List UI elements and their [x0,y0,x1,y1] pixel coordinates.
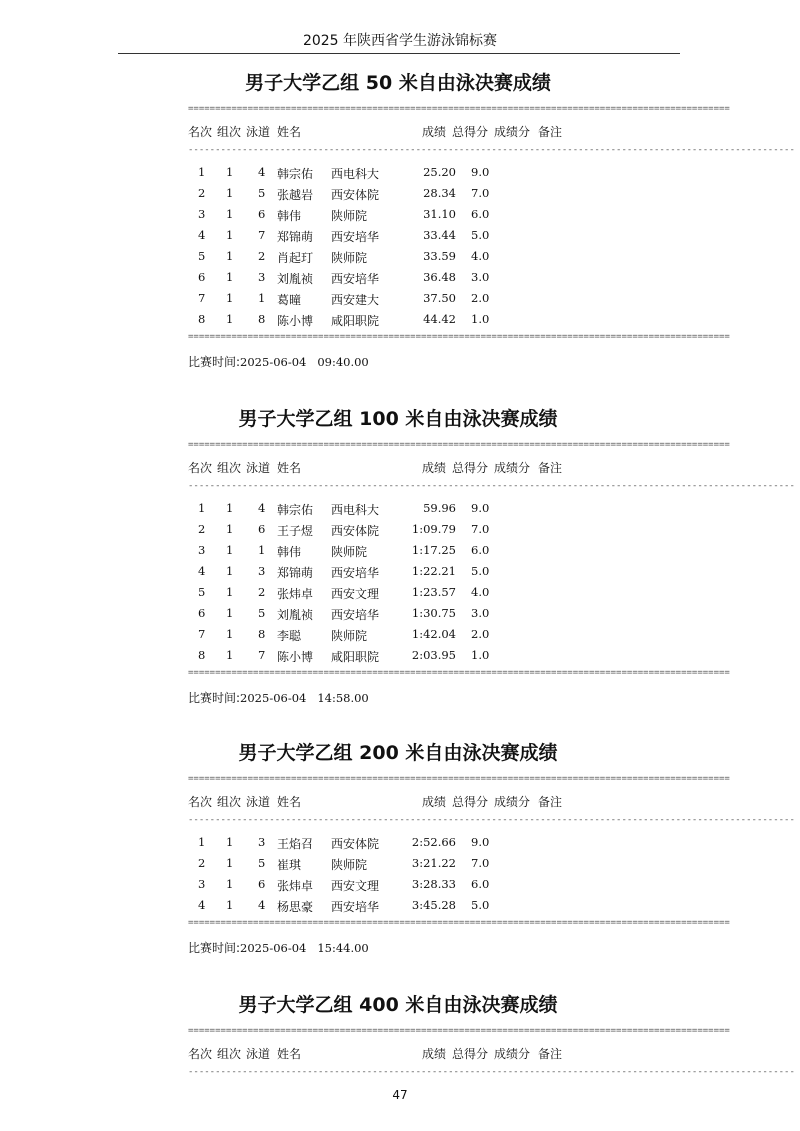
column-header-lane: 泳道 [246,125,271,139]
cell-group: 1 [226,501,234,515]
cell-time: 33.44 [423,228,456,242]
result-row [188,543,608,563]
cell-group: 1 [226,207,234,221]
result-row [188,835,608,855]
section-title: 男子大学乙组 50 米自由泳决赛成绩 [245,72,551,94]
cell-name: 韩伟 [277,545,302,559]
result-row [188,270,608,290]
column-header-rank: 名次 [188,795,213,809]
cell-unit: 陕师院 [331,858,368,872]
cell-group: 1 [226,186,234,200]
cell-lane: 8 [258,627,266,641]
cell-unit: 西安培华 [331,272,380,286]
column-header-points: 总得分 [452,125,489,139]
cell-time: 36.48 [423,270,456,284]
cell-name: 郑锦萌 [277,566,314,580]
cell-points: 5.0 [471,228,490,242]
cell-rank: 4 [198,564,206,578]
cell-lane: 6 [258,207,266,221]
cell-lane: 2 [258,585,266,599]
cell-lane: 5 [258,606,266,620]
page-header: 2025 年陕西省学生游泳锦标赛 [302,33,498,49]
cell-unit: 西安建大 [331,293,380,307]
result-row [188,856,608,876]
cell-name: 刘胤祯 [277,272,314,286]
cell-name: 王焰召 [277,837,314,851]
cell-unit: 西安培华 [331,230,380,244]
cell-lane: 7 [258,648,266,662]
cell-points: 4.0 [471,585,490,599]
cell-points: 9.0 [471,835,490,849]
cell-name: 韩伟 [277,209,302,223]
cell-group: 1 [226,522,234,536]
column-header-points: 总得分 [452,795,489,809]
cell-points: 6.0 [471,877,490,891]
cell-time: 2:03.95 [411,648,456,662]
cell-lane: 1 [258,291,266,305]
column-header-time: 成绩 [422,461,447,475]
cell-unit: 西安培华 [331,608,380,622]
cell-time: 2:52.66 [411,835,456,849]
cell-name: 郑锦萌 [277,230,314,244]
cell-rank: 2 [198,522,206,536]
double-rule: ==================================================================================================== [188,332,730,342]
double-rule: ==================================================================================================== [188,440,730,450]
cell-lane: 5 [258,856,266,870]
column-header-time: 成绩 [422,125,447,139]
cell-rank: 1 [198,165,206,179]
match-time [188,689,369,706]
cell-rank: 4 [198,898,206,912]
cell-lane: 5 [258,186,266,200]
result-row [188,312,608,332]
cell-time: 3:28.33 [411,877,456,891]
cell-unit: 陕师院 [331,209,368,223]
cell-lane: 1 [258,543,266,557]
cell-time: 28.34 [423,186,456,200]
column-header-note: 备注 [538,795,563,809]
cell-time: 44.42 [423,312,456,326]
cell-lane: 3 [258,564,266,578]
cell-rank: 6 [198,270,206,284]
result-row [188,522,608,542]
cell-rank: 5 [198,585,206,599]
single-rule: ---------------------------------------------------------------------------------------------------------------- [188,481,795,491]
cell-group: 1 [226,270,234,284]
cell-group: 1 [226,585,234,599]
cell-group: 1 [226,249,234,263]
cell-lane: 6 [258,877,266,891]
column-header-time: 成绩 [422,1047,447,1061]
section-title: 男子大学乙组 100 米自由泳决赛成绩 [238,408,558,430]
double-rule: ==================================================================================================== [188,104,730,114]
cell-name: 杨思豪 [277,900,314,914]
cell-points: 3.0 [471,270,490,284]
cell-time: 1:17.25 [411,543,456,557]
column-header-lane: 泳道 [246,795,271,809]
cell-time: 3:45.28 [411,898,456,912]
match-time-label: 比赛时间: [188,355,241,369]
cell-name: 韩宗佑 [277,503,314,517]
cell-time: 59.96 [423,501,456,515]
cell-rank: 8 [198,648,206,662]
result-row [188,648,608,668]
column-header-score: 成绩分 [494,461,531,475]
cell-rank: 3 [198,543,206,557]
cell-group: 1 [226,312,234,326]
cell-name: 张越岩 [277,188,314,202]
cell-time: 25.20 [423,165,456,179]
double-rule: ==================================================================================================== [188,668,730,678]
match-time-label: 比赛时间: [188,691,241,705]
cell-name: 陈小博 [277,650,314,664]
cell-lane: 2 [258,249,266,263]
cell-lane: 4 [258,165,266,179]
cell-time: 1:09.79 [411,522,456,536]
cell-lane: 3 [258,835,266,849]
cell-rank: 4 [198,228,206,242]
cell-group: 1 [226,898,234,912]
header-rule [118,53,680,54]
match-time-label: 比赛时间: [188,941,241,955]
result-row [188,877,608,897]
cell-lane: 4 [258,898,266,912]
page-number: 47 [392,1088,408,1102]
cell-group: 1 [226,564,234,578]
cell-unit: 西安文理 [331,587,380,601]
cell-rank: 7 [198,627,206,641]
cell-points: 7.0 [471,522,490,536]
match-time-value: 2025-06-04 09:40.00 [240,355,369,369]
result-row [188,186,608,206]
cell-rank: 3 [198,207,206,221]
cell-time: 3:21.22 [411,856,456,870]
cell-time: 33.59 [423,249,456,263]
cell-points: 4.0 [471,249,490,263]
column-header-name: 姓名 [277,795,302,809]
column-header-rank: 名次 [188,461,213,475]
column-header-lane: 泳道 [246,461,271,475]
cell-points: 9.0 [471,501,490,515]
cell-time: 1:42.04 [411,627,456,641]
cell-lane: 4 [258,501,266,515]
cell-unit: 西安体院 [331,188,380,202]
cell-lane: 6 [258,522,266,536]
cell-group: 1 [226,228,234,242]
cell-points: 5.0 [471,898,490,912]
cell-group: 1 [226,856,234,870]
single-rule: ---------------------------------------------------------------------------------------------------------------- [188,1067,795,1077]
cell-unit: 西电科大 [331,503,380,517]
match-time-value: 2025-06-04 14:58.00 [240,691,369,705]
cell-unit: 西安文理 [331,879,380,893]
cell-name: 葛曈 [277,293,302,307]
section-title: 男子大学乙组 400 米自由泳决赛成绩 [238,994,558,1016]
cell-rank: 5 [198,249,206,263]
single-rule: ---------------------------------------------------------------------------------------------------------------- [188,815,795,825]
cell-name: 肖起玎 [277,251,314,265]
column-header-name: 姓名 [277,461,302,475]
single-rule: ---------------------------------------------------------------------------------------------------------------- [188,145,795,155]
cell-group: 1 [226,543,234,557]
column-header-points: 总得分 [452,461,489,475]
cell-unit: 西安体院 [331,524,380,538]
cell-unit: 陕师院 [331,251,368,265]
cell-name: 崔琪 [277,858,302,872]
cell-points: 3.0 [471,606,490,620]
cell-unit: 西安体院 [331,837,380,851]
match-time-value: 2025-06-04 15:44.00 [240,941,369,955]
cell-group: 1 [226,877,234,891]
match-time [188,353,369,370]
column-header-note: 备注 [538,461,563,475]
cell-rank: 6 [198,606,206,620]
result-row [188,898,608,918]
column-header-name: 姓名 [277,125,302,139]
match-time [188,939,369,956]
cell-unit: 陕师院 [331,629,368,643]
cell-unit: 咸阳职院 [331,314,380,328]
cell-group: 1 [226,606,234,620]
result-row [188,228,608,248]
cell-name: 张炜卓 [277,587,314,601]
double-rule: ==================================================================================================== [188,1026,730,1036]
cell-time: 1:23.57 [411,585,456,599]
double-rule: ==================================================================================================== [188,918,730,928]
result-row [188,207,608,227]
cell-points: 6.0 [471,543,490,557]
cell-lane: 8 [258,312,266,326]
column-header-time: 成绩 [422,795,447,809]
cell-points: 5.0 [471,564,490,578]
column-header-group: 组次 [217,125,242,139]
column-header-name: 姓名 [277,1047,302,1061]
cell-group: 1 [226,835,234,849]
column-header-score: 成绩分 [494,125,531,139]
cell-rank: 7 [198,291,206,305]
result-row [188,585,608,605]
cell-group: 1 [226,165,234,179]
cell-group: 1 [226,627,234,641]
cell-points: 1.0 [471,312,490,326]
cell-unit: 咸阳职院 [331,650,380,664]
result-row [188,606,608,626]
cell-time: 1:30.75 [411,606,456,620]
cell-unit: 西安培华 [331,900,380,914]
result-row [188,564,608,584]
result-row [188,627,608,647]
cell-lane: 3 [258,270,266,284]
cell-rank: 1 [198,501,206,515]
result-row [188,501,608,521]
cell-time: 1:22.21 [411,564,456,578]
cell-unit: 西安培华 [331,566,380,580]
cell-rank: 3 [198,877,206,891]
cell-time: 31.10 [423,207,456,221]
cell-rank: 2 [198,856,206,870]
cell-unit: 陕师院 [331,545,368,559]
column-header-points: 总得分 [452,1047,489,1061]
column-header-note: 备注 [538,1047,563,1061]
column-header-group: 组次 [217,795,242,809]
column-header-rank: 名次 [188,125,213,139]
column-header-group: 组次 [217,1047,242,1061]
column-header-group: 组次 [217,461,242,475]
cell-unit: 西电科大 [331,167,380,181]
cell-points: 2.0 [471,291,490,305]
column-header-score: 成绩分 [494,795,531,809]
cell-name: 刘胤祯 [277,608,314,622]
result-row [188,165,608,185]
cell-points: 2.0 [471,627,490,641]
cell-group: 1 [226,648,234,662]
column-header-note: 备注 [538,125,563,139]
column-header-score: 成绩分 [494,1047,531,1061]
cell-group: 1 [226,291,234,305]
cell-time: 37.50 [423,291,456,305]
cell-name: 李聪 [277,629,302,643]
cell-name: 王子煜 [277,524,314,538]
cell-rank: 8 [198,312,206,326]
result-row [188,291,608,311]
cell-rank: 1 [198,835,206,849]
double-rule: ==================================================================================================== [188,774,730,784]
cell-points: 1.0 [471,648,490,662]
column-header-lane: 泳道 [246,1047,271,1061]
cell-points: 9.0 [471,165,490,179]
cell-points: 7.0 [471,186,490,200]
cell-points: 7.0 [471,856,490,870]
cell-name: 陈小博 [277,314,314,328]
cell-lane: 7 [258,228,266,242]
cell-name: 张炜卓 [277,879,314,893]
section-title: 男子大学乙组 200 米自由泳决赛成绩 [238,742,558,764]
cell-name: 韩宗佑 [277,167,314,181]
cell-points: 6.0 [471,207,490,221]
column-header-rank: 名次 [188,1047,213,1061]
result-row [188,249,608,269]
cell-rank: 2 [198,186,206,200]
